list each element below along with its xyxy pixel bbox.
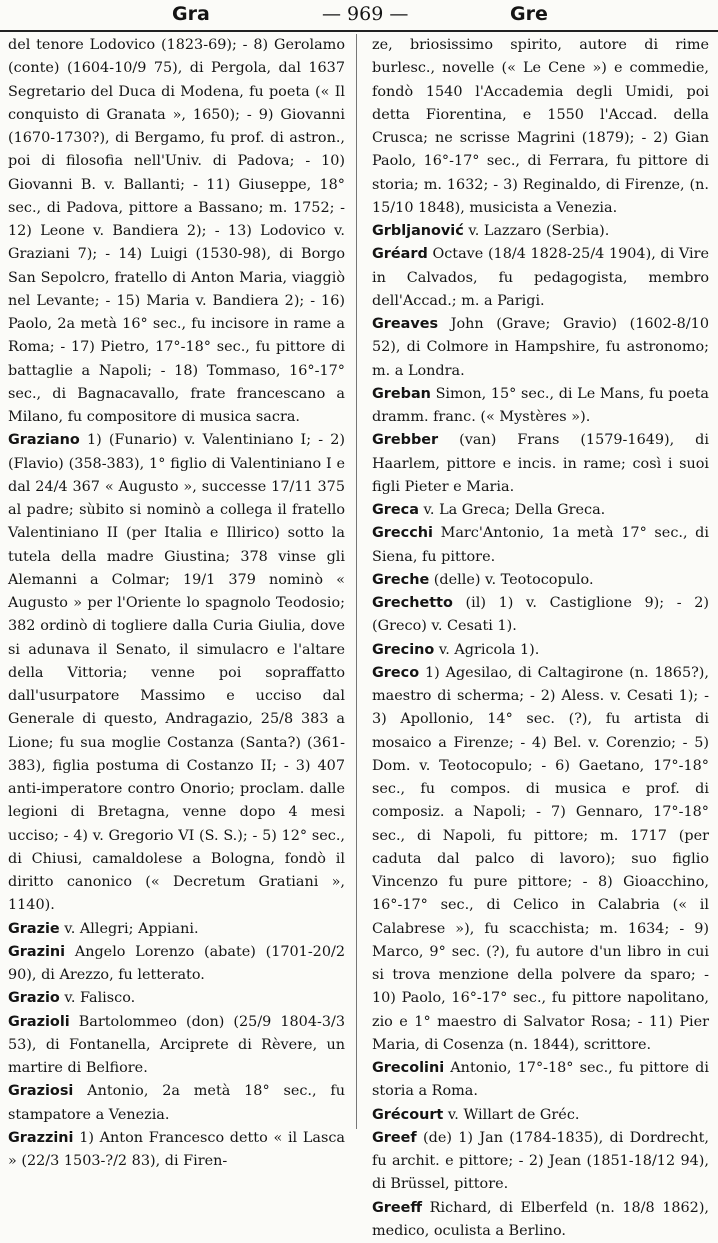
page-number: — 969 — bbox=[322, 3, 408, 25]
dictionary-entry bbox=[372, 499, 709, 522]
entry-headword: Greeff bbox=[372, 1200, 422, 1216]
entry-headword: Grebber bbox=[372, 432, 438, 448]
entry-headword: Graziosi bbox=[8, 1083, 73, 1099]
dictionary-entry bbox=[372, 1057, 709, 1104]
dictionary-entry bbox=[372, 1197, 709, 1243]
entry-text: Marc'Antonio, 1a metà 17° sec., di Siena, fu pittore. bbox=[372, 525, 709, 564]
entry-headword: Grbljanović bbox=[372, 223, 464, 239]
entry-text: 1) (Funario) v. Valentiniano I; - 2) (Flavio) (358-383), 1° figlio di Valentiniano I e dal 24/4 367 « Augusto », successe 17/11 375 al padre; sùbito si nominò a collega il fratello Valentiniano II (per Italia e Illirico) sotto la tutela della madre Giustina; 378 vinse gli Alemanni a Colmar; 19/1 379 nominò « Augusto » per l'Oriente lo spagnolo Teodosio; 382 ordinò di togliere dalla Curia Giulia, dove si adunava il Senato, il simulacro e l'altare della Vittoria; venne poi sopraffatto dall'usurpatore Massimo e ucciso dal Generale di questo, Andragazio, 25/8 383 a Lione; fu sua moglie Costanza (Santa?) (361-383), figlia postuma di Costanzo II; - 3) 407 anti-imperatore contro Onorio; proclam. dalle legioni di Bretagna, venne dopo 4 mesi ucciso; - 4) v. Gregorio VI (S. S.); - 5) 12° sec., di Chiusi, camaldolese a Bologna, fondò il diritto canonico (« Decretum Gratiani », 1140). bbox=[8, 432, 345, 913]
dictionary-entry bbox=[372, 34, 709, 220]
entry-text: v. Willart de Gréc. bbox=[448, 1107, 580, 1123]
entry-text: v. La Greca; Della Greca. bbox=[424, 502, 606, 518]
dictionary-entry bbox=[8, 918, 345, 941]
dictionary-entry bbox=[8, 941, 345, 988]
entry-text: Simon, 15° sec., di Le Mans, fu poeta dramm. franc. (« Mystères »). bbox=[372, 386, 709, 425]
entry-text: 1) Anton Francesco detto « il Lasca » (22/3 1503-?/2 83), di Firen- bbox=[8, 1130, 345, 1169]
entry-headword: Grechetto bbox=[372, 595, 453, 611]
dictionary-entry bbox=[372, 313, 709, 383]
running-headword-left: Gra bbox=[172, 3, 210, 25]
entry-headword: Greaves bbox=[372, 316, 438, 332]
entry-text: (de) 1) Jan (1784-1835), di Dordrecht, fu archit. e pittore; - 2) Jean (1851-18/12 94), di Brüssel, pittore. bbox=[372, 1130, 709, 1193]
entry-headword: Greef bbox=[372, 1130, 417, 1146]
entry-headword: Grecolini bbox=[372, 1060, 444, 1076]
entry-text: v. Allegri; Appiani. bbox=[64, 921, 198, 937]
dictionary-entry bbox=[372, 522, 709, 569]
dictionary-entry bbox=[372, 592, 709, 639]
entry-text: Antonio, 17°-18° sec., fu pittore di storia a Roma. bbox=[372, 1060, 709, 1099]
entry-text: Angelo Lorenzo (abate) (1701-20/2 90), di Arezzo, fu letterato. bbox=[8, 944, 345, 983]
dictionary-entry bbox=[372, 639, 709, 662]
entry-text: del tenore Lodovico (1823-69); - 8) Gerolamo (conte) (1604-10/9 75), di Pergola, dal 1637 Segretario del Duca di Modena, fu poeta (« Il conquisto di Granata », 1650); - 9) Giovanni (1670-1730?), di Bergamo, fu prof. di astron., poi di filosofia nell'Univ. di Padova; - 10) Giovanni B. v. Ballanti; - 11) Giuseppe, 18° sec., di Padova, pittore a Bassano; m. 1752; - 12) Leone v. Bandiera 2); - 13) Lodovico v. Graziani 7); - 14) Luigi (1530-98), di Borgo San Sepolcro, fratello di Anton Maria, viaggiò nel Levante; - 15) Maria v. Bandiera 2); - 16) Paolo, 2a metà 16° sec., fu incisore in rame a Roma; - 17) Pietro, 17°-18° sec., fu pittore di battaglie a Napoli; - 18) Tommaso, 16°-17° sec., di Bagnacavallo, frate francescano a Milano, fu compositore di musica sacra. bbox=[8, 37, 345, 425]
dictionary-entry bbox=[372, 662, 709, 1057]
entry-headword: Greco bbox=[372, 665, 419, 681]
entry-text: v. Lazzaro (Serbia). bbox=[468, 223, 609, 239]
entry-headword: Grécourt bbox=[372, 1107, 443, 1123]
entry-headword: Grazie bbox=[8, 921, 60, 937]
entry-headword: Gréard bbox=[372, 246, 428, 262]
column-divider bbox=[356, 34, 357, 1129]
entry-text: (van) Frans (1579-1649), di Haarlem, pittore e incis. in rame; così i suoi figli Pieter e Maria. bbox=[372, 432, 709, 495]
entry-text: 1) Agesilao, di Caltagirone (n. 1865?), maestro di scherma; - 2) Aless. v. Cesati 1); - 3) Apollonio, 14° sec. (?), fu artista di mosaico a Firenze; - 4) Bel. v. Corenzio; - 5) Dom. v. Teotocopulo; - 6) Gaetano, 17°-18° sec., fu compos. di musica e prof. di composiz. a Napoli; - 7) Gennaro, 17°-18° sec., di Napoli, fu pittore; m. 1717 (per caduta dal palco di lavoro); suo figlio Vincenzo fu pure pittore; - 8) Gioacchino, 16°-17° sec., di Celico in Calabria (« il Calabrese »), fu scacchista; m. 1634; - 9) Marco, 9° sec. (?), fu autore d'un libro in cui si trova menzione della polvere da sparo; - 10) Paolo, 16°-17° sec., fu pittore napolitano, zio e 1° maestro di Salvator Rosa; - 11) Pier Maria, di Cosenza (n. 1844), scrittore. bbox=[372, 665, 709, 1053]
entry-text: Octave (18/4 1828-25/4 1904), di Vire in Calvados, fu pedagogista, membro dell'Accad.; m. a Parigi. bbox=[372, 246, 709, 309]
dictionary-entry bbox=[372, 243, 709, 313]
dictionary-entry bbox=[372, 569, 709, 592]
entry-text: v. Agricola 1). bbox=[439, 642, 539, 658]
entry-text: (il) 1) v. Castiglione 9); - 2) (Greco) v. Cesati 1). bbox=[372, 595, 709, 634]
entry-headword: Greban bbox=[372, 386, 431, 402]
entry-headword: Grazio bbox=[8, 990, 60, 1006]
entry-text: Antonio, 2a metà 18° sec., fu stampatore a Venezia. bbox=[8, 1083, 345, 1122]
dictionary-entry bbox=[372, 383, 709, 430]
entry-headword: Grazzini bbox=[8, 1130, 73, 1146]
left-column bbox=[8, 34, 345, 1129]
dictionary-entry bbox=[372, 1127, 709, 1197]
dictionary-entry bbox=[8, 1080, 345, 1127]
entry-text: ze, briosissimo spirito, autore di rime burlesc., novelle (« Le Cene ») e commedie, fondò 1540 l'Accademia degli Umidi, poi detta Fiorentina, e 1550 l'Accad. della Crusca; ne scrisse Magrini (1879); - 2) Gian Paolo, 16°-17° sec., di Ferrara, fu pittore di storia; m. 1632; - 3) Reginaldo, di Firenze, (n. 15/10 1848), musicista a Venezia. bbox=[372, 37, 709, 216]
dictionary-entry bbox=[372, 1104, 709, 1127]
running-headword-right: Gre bbox=[510, 3, 548, 25]
dictionary-entry bbox=[8, 1011, 345, 1081]
entry-text: (delle) v. Teotocopulo. bbox=[434, 572, 594, 588]
dictionary-entry bbox=[8, 987, 345, 1010]
entry-headword: Greche bbox=[372, 572, 429, 588]
dictionary-entry bbox=[372, 220, 709, 243]
entry-headword: Grazini bbox=[8, 944, 65, 960]
entry-headword: Grazioli bbox=[8, 1014, 70, 1030]
page-header bbox=[0, 0, 718, 32]
dictionary-entry bbox=[8, 429, 345, 917]
dictionary-entry bbox=[8, 34, 345, 429]
entry-headword: Greca bbox=[372, 502, 419, 518]
entry-text: Bartolommeo (don) (25/9 1804-3/3 53), di Fontanella, Arciprete di Rèvere, un martire di Belfiore. bbox=[8, 1014, 345, 1077]
entry-headword: Grecchi bbox=[372, 525, 433, 541]
entry-headword: Graziano bbox=[8, 432, 80, 448]
entry-headword: Grecino bbox=[372, 642, 434, 658]
entry-text: v. Falisco. bbox=[64, 990, 135, 1006]
entry-text: John (Grave; Gravio) (1602-8/10 52), di Colmore in Hampshire, fu astronomo; m. a Londra. bbox=[372, 316, 709, 379]
dictionary-entry bbox=[372, 429, 709, 499]
entry-text: Richard, di Elberfeld (n. 18/8 1862), medico, oculista a Berlino. bbox=[372, 1200, 709, 1239]
dictionary-entry bbox=[8, 1127, 345, 1174]
right-column bbox=[372, 34, 709, 1129]
